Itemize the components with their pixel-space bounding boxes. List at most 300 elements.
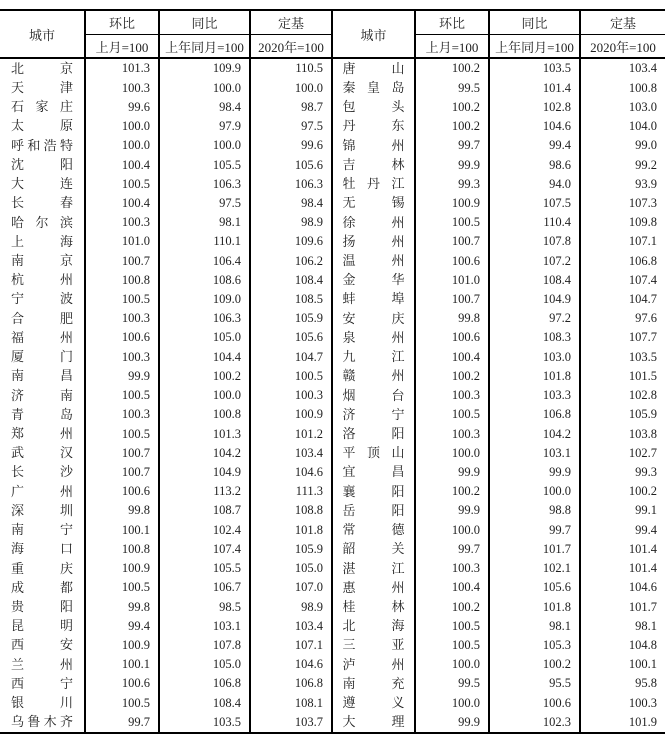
base-value: 100.3 xyxy=(580,693,665,712)
base-value: 97.5 xyxy=(250,117,332,136)
mom-value: 100.5 xyxy=(85,290,159,309)
mom-value: 100.5 xyxy=(415,213,489,232)
mom-value: 100.0 xyxy=(85,136,159,155)
subheader-mom-right: 上月=100 xyxy=(415,35,489,59)
city-name: 长 春 xyxy=(11,195,73,211)
mom-value: 100.3 xyxy=(415,559,489,578)
city-name: 大 理 xyxy=(332,712,415,732)
mom-value: 100.5 xyxy=(415,616,489,635)
base-value: 104.7 xyxy=(580,290,665,309)
city-name: 岳 阳 xyxy=(332,501,415,520)
base-value: 103.4 xyxy=(250,616,332,635)
yoy-value: 103.5 xyxy=(489,58,580,78)
header-fixed-base-left: 定基 xyxy=(250,10,332,35)
yoy-value: 107.8 xyxy=(159,636,250,655)
city-name: 贵 阳 xyxy=(11,598,73,614)
base-value: 101.2 xyxy=(250,424,332,443)
mom-value: 100.6 xyxy=(85,328,159,347)
yoy-value: 106.8 xyxy=(489,405,580,424)
base-value: 106.3 xyxy=(250,174,332,193)
city-name: 包 头 xyxy=(332,97,415,116)
table-row xyxy=(0,367,665,386)
base-value: 98.7 xyxy=(250,97,332,116)
city-name: 成 都 xyxy=(11,579,73,595)
header-mom-right: 环比 xyxy=(415,10,489,35)
yoy-value: 94.0 xyxy=(489,174,580,193)
yoy-value: 105.0 xyxy=(159,328,250,347)
yoy-value: 100.0 xyxy=(159,386,250,405)
yoy-value: 107.4 xyxy=(159,539,250,558)
base-value: 104.7 xyxy=(250,347,332,366)
city-name: 银 川 xyxy=(11,695,73,711)
yoy-value: 99.9 xyxy=(489,463,580,482)
city-name: 襄 阳 xyxy=(332,482,415,501)
base-value: 104.8 xyxy=(580,636,665,655)
header-city-right: 城市 xyxy=(332,10,415,58)
mom-value: 99.7 xyxy=(415,136,489,155)
yoy-value: 106.3 xyxy=(159,174,250,193)
mom-value: 101.3 xyxy=(85,58,159,78)
base-value: 105.9 xyxy=(250,309,332,328)
city-name: 大 连 xyxy=(11,176,73,192)
base-value: 105.6 xyxy=(250,155,332,174)
mom-value: 100.4 xyxy=(85,194,159,213)
yoy-value: 105.0 xyxy=(159,655,250,674)
yoy-value: 102.3 xyxy=(489,712,580,732)
price-index-table xyxy=(0,9,665,734)
table-row xyxy=(0,539,665,558)
yoy-value: 101.8 xyxy=(489,367,580,386)
city-name: 九 江 xyxy=(332,347,415,366)
base-value: 103.5 xyxy=(580,347,665,366)
base-value: 100.8 xyxy=(580,78,665,97)
city-name: 郑 州 xyxy=(11,425,73,441)
table-row xyxy=(0,194,665,213)
base-value: 100.2 xyxy=(580,482,665,501)
yoy-value: 108.6 xyxy=(159,270,250,289)
city-name: 南 昌 xyxy=(11,368,73,384)
table-row xyxy=(0,270,665,289)
yoy-value: 99.7 xyxy=(489,520,580,539)
mom-value: 100.3 xyxy=(85,347,159,366)
mom-value: 100.3 xyxy=(85,405,159,424)
table-row xyxy=(0,386,665,405)
mom-value: 100.2 xyxy=(415,97,489,116)
mom-value: 100.7 xyxy=(85,443,159,462)
yoy-value: 97.2 xyxy=(489,309,580,328)
mom-value: 100.3 xyxy=(85,309,159,328)
mom-value: 99.9 xyxy=(415,155,489,174)
base-value: 103.0 xyxy=(580,97,665,116)
base-value: 103.7 xyxy=(250,712,332,732)
base-value: 97.6 xyxy=(580,309,665,328)
mom-value: 100.5 xyxy=(85,174,159,193)
city-name: 三 亚 xyxy=(332,636,415,655)
city-name: 桂 林 xyxy=(332,597,415,616)
subheader-yoy-right: 上年同月=100 xyxy=(489,35,580,59)
base-value: 102.8 xyxy=(580,386,665,405)
base-value: 105.9 xyxy=(250,539,332,558)
yoy-value: 113.2 xyxy=(159,482,250,501)
base-value: 107.1 xyxy=(250,636,332,655)
table-row xyxy=(0,597,665,616)
base-value: 107.1 xyxy=(580,232,665,251)
mom-value: 100.1 xyxy=(85,520,159,539)
subheader-mom-left: 上月=100 xyxy=(85,35,159,59)
mom-value: 99.9 xyxy=(415,501,489,520)
mom-value: 100.5 xyxy=(415,636,489,655)
table-row xyxy=(0,97,665,116)
base-value: 100.0 xyxy=(250,78,332,97)
yoy-value: 107.8 xyxy=(489,232,580,251)
yoy-value: 107.5 xyxy=(489,194,580,213)
yoy-value: 104.2 xyxy=(489,424,580,443)
city-name: 合 肥 xyxy=(11,310,73,326)
table-row xyxy=(0,443,665,462)
table-row xyxy=(0,78,665,97)
yoy-value: 108.4 xyxy=(489,270,580,289)
yoy-value: 106.8 xyxy=(159,674,250,693)
base-value: 101.7 xyxy=(580,597,665,616)
table-row xyxy=(0,693,665,712)
mom-value: 99.9 xyxy=(415,712,489,732)
base-value: 108.5 xyxy=(250,290,332,309)
base-value: 99.1 xyxy=(580,501,665,520)
table-row xyxy=(0,501,665,520)
table-row xyxy=(0,636,665,655)
yoy-value: 98.6 xyxy=(489,155,580,174)
base-value: 99.0 xyxy=(580,136,665,155)
yoy-value: 103.1 xyxy=(159,616,250,635)
base-value: 101.4 xyxy=(580,539,665,558)
mom-value: 100.5 xyxy=(415,405,489,424)
yoy-value: 108.4 xyxy=(159,693,250,712)
base-value: 99.2 xyxy=(580,155,665,174)
table-row xyxy=(0,290,665,309)
city-name: 湛 江 xyxy=(332,559,415,578)
subheader-yoy-left: 上年同月=100 xyxy=(159,35,250,59)
mom-value: 100.9 xyxy=(85,636,159,655)
mom-value: 100.2 xyxy=(415,117,489,136)
yoy-value: 104.4 xyxy=(159,347,250,366)
base-value: 98.9 xyxy=(250,597,332,616)
city-name: 遵 义 xyxy=(332,693,415,712)
table-row xyxy=(0,482,665,501)
yoy-value: 103.0 xyxy=(489,347,580,366)
base-value: 109.8 xyxy=(580,213,665,232)
city-name: 天 津 xyxy=(11,80,73,96)
mom-value: 99.9 xyxy=(415,463,489,482)
base-value: 100.3 xyxy=(250,386,332,405)
city-name: 洛 阳 xyxy=(332,424,415,443)
city-name: 杭 州 xyxy=(11,272,73,288)
city-name: 泉 州 xyxy=(332,328,415,347)
city-name: 吉 林 xyxy=(332,155,415,174)
header-yoy-left: 同比 xyxy=(159,10,250,35)
yoy-value: 105.5 xyxy=(159,559,250,578)
mom-value: 100.5 xyxy=(85,386,159,405)
base-value: 98.1 xyxy=(580,616,665,635)
mom-value: 100.6 xyxy=(415,251,489,270)
mom-value: 100.5 xyxy=(85,424,159,443)
yoy-value: 97.5 xyxy=(159,194,250,213)
subheader-fixed-base-right: 2020年=100 xyxy=(580,35,665,59)
city-name: 惠 州 xyxy=(332,578,415,597)
yoy-value: 103.5 xyxy=(159,712,250,732)
base-value: 104.0 xyxy=(580,117,665,136)
city-name: 唐 山 xyxy=(332,58,415,78)
yoy-value: 100.0 xyxy=(159,136,250,155)
city-name: 海 口 xyxy=(11,541,73,557)
yoy-value: 97.9 xyxy=(159,117,250,136)
city-name: 北 海 xyxy=(332,616,415,635)
city-name: 平 顶 山 xyxy=(332,443,415,462)
mom-value: 100.2 xyxy=(415,482,489,501)
city-name: 重 庆 xyxy=(11,560,73,576)
city-name: 深 圳 xyxy=(11,502,73,518)
city-name: 西 安 xyxy=(11,637,73,653)
base-value: 106.8 xyxy=(250,674,332,693)
base-value: 99.6 xyxy=(250,136,332,155)
mom-value: 99.8 xyxy=(85,597,159,616)
table-row xyxy=(0,328,665,347)
city-name: 西 宁 xyxy=(11,675,73,691)
base-value: 101.5 xyxy=(580,367,665,386)
yoy-value: 105.5 xyxy=(159,155,250,174)
city-name: 济 南 xyxy=(11,387,73,403)
city-name: 广 州 xyxy=(11,483,73,499)
mom-value: 100.2 xyxy=(415,58,489,78)
city-name: 南 宁 xyxy=(11,522,73,538)
mom-value: 100.6 xyxy=(415,328,489,347)
yoy-value: 101.8 xyxy=(489,597,580,616)
city-name: 韶 关 xyxy=(332,539,415,558)
city-name: 锦 州 xyxy=(332,136,415,155)
city-name: 太 原 xyxy=(11,118,73,134)
city-name: 福 州 xyxy=(11,329,73,345)
base-value: 101.8 xyxy=(250,520,332,539)
table-row xyxy=(0,232,665,251)
base-value: 99.4 xyxy=(580,520,665,539)
city-name: 厦 门 xyxy=(11,349,73,365)
base-value: 103.4 xyxy=(250,443,332,462)
mom-value: 99.5 xyxy=(415,674,489,693)
yoy-value: 100.6 xyxy=(489,693,580,712)
base-value: 100.5 xyxy=(250,367,332,386)
mom-value: 100.3 xyxy=(85,78,159,97)
yoy-value: 104.9 xyxy=(489,290,580,309)
city-name: 长 沙 xyxy=(11,464,73,480)
base-value: 110.5 xyxy=(250,58,332,78)
table-row xyxy=(0,251,665,270)
mom-value: 100.6 xyxy=(85,482,159,501)
table-row xyxy=(0,520,665,539)
city-name: 北 京 xyxy=(11,60,73,76)
city-name: 泸 州 xyxy=(332,655,415,674)
city-name: 济 宁 xyxy=(332,405,415,424)
base-value: 105.0 xyxy=(250,559,332,578)
city-name: 宜 昌 xyxy=(332,463,415,482)
base-value: 104.6 xyxy=(250,655,332,674)
mom-value: 100.0 xyxy=(415,443,489,462)
yoy-value: 100.0 xyxy=(159,78,250,97)
mom-value: 100.8 xyxy=(85,539,159,558)
yoy-value: 106.7 xyxy=(159,578,250,597)
base-value: 107.0 xyxy=(250,578,332,597)
mom-value: 101.0 xyxy=(415,270,489,289)
base-value: 99.3 xyxy=(580,463,665,482)
mom-value: 100.3 xyxy=(415,386,489,405)
base-value: 101.9 xyxy=(580,712,665,732)
yoy-value: 109.9 xyxy=(159,58,250,78)
city-name: 扬 州 xyxy=(332,232,415,251)
city-name: 无 锡 xyxy=(332,194,415,213)
base-value: 107.3 xyxy=(580,194,665,213)
city-name: 金 华 xyxy=(332,270,415,289)
table-row xyxy=(0,559,665,578)
yoy-value: 104.2 xyxy=(159,443,250,462)
yoy-value: 102.8 xyxy=(489,97,580,116)
mom-value: 100.0 xyxy=(415,655,489,674)
yoy-value: 105.6 xyxy=(489,578,580,597)
yoy-value: 107.2 xyxy=(489,251,580,270)
table-row xyxy=(0,213,665,232)
base-value: 108.4 xyxy=(250,270,332,289)
mom-value: 100.7 xyxy=(85,463,159,482)
mom-value: 100.7 xyxy=(415,232,489,251)
city-name: 徐 州 xyxy=(332,213,415,232)
base-value: 95.8 xyxy=(580,674,665,693)
city-name: 赣 州 xyxy=(332,367,415,386)
header-fixed-base-right: 定基 xyxy=(580,10,665,35)
mom-value: 100.7 xyxy=(85,251,159,270)
yoy-value: 102.1 xyxy=(489,559,580,578)
yoy-value: 105.3 xyxy=(489,636,580,655)
mom-value: 100.7 xyxy=(415,290,489,309)
base-value: 104.6 xyxy=(250,463,332,482)
city-name: 石 家 庄 xyxy=(11,99,73,115)
base-value: 111.3 xyxy=(250,482,332,501)
base-value: 98.9 xyxy=(250,213,332,232)
yoy-value: 98.8 xyxy=(489,501,580,520)
yoy-value: 110.1 xyxy=(159,232,250,251)
yoy-value: 101.4 xyxy=(489,78,580,97)
city-name: 宁 波 xyxy=(11,291,73,307)
base-value: 106.2 xyxy=(250,251,332,270)
yoy-value: 108.7 xyxy=(159,501,250,520)
table-row xyxy=(0,347,665,366)
base-value: 103.8 xyxy=(580,424,665,443)
table-header xyxy=(0,10,665,58)
base-value: 106.8 xyxy=(580,251,665,270)
table-row xyxy=(0,309,665,328)
yoy-value: 103.1 xyxy=(489,443,580,462)
base-value: 104.6 xyxy=(580,578,665,597)
city-name: 南 京 xyxy=(11,253,73,268)
table-row xyxy=(0,117,665,136)
city-name: 武 汉 xyxy=(11,445,73,461)
mom-value: 100.9 xyxy=(85,559,159,578)
yoy-value: 101.3 xyxy=(159,424,250,443)
mom-value: 99.3 xyxy=(415,174,489,193)
yoy-value: 102.4 xyxy=(159,520,250,539)
yoy-value: 103.3 xyxy=(489,386,580,405)
base-value: 101.4 xyxy=(580,559,665,578)
base-value: 108.1 xyxy=(250,693,332,712)
mom-value: 100.3 xyxy=(85,213,159,232)
table-body xyxy=(0,58,665,733)
table-row xyxy=(0,424,665,443)
mom-value: 100.4 xyxy=(415,347,489,366)
table-row xyxy=(0,174,665,193)
city-name: 沈 阳 xyxy=(11,156,73,172)
yoy-value: 98.4 xyxy=(159,97,250,116)
yoy-value: 98.1 xyxy=(159,213,250,232)
mom-value: 100.5 xyxy=(85,693,159,712)
mom-value: 100.2 xyxy=(415,597,489,616)
city-name: 蚌 埠 xyxy=(332,290,415,309)
base-value: 100.9 xyxy=(250,405,332,424)
mom-value: 99.7 xyxy=(85,712,159,732)
base-value: 109.6 xyxy=(250,232,332,251)
yoy-value: 108.3 xyxy=(489,328,580,347)
mom-value: 100.4 xyxy=(85,155,159,174)
city-name: 呼 和 浩 特 xyxy=(11,137,73,153)
table-row xyxy=(0,405,665,424)
city-name: 青 岛 xyxy=(11,406,73,422)
base-value: 98.4 xyxy=(250,194,332,213)
city-name: 乌 鲁 木 齐 xyxy=(11,714,73,730)
header-city-left: 城市 xyxy=(0,10,85,58)
yoy-value: 100.0 xyxy=(489,482,580,501)
table-row xyxy=(0,463,665,482)
city-name: 哈 尔 滨 xyxy=(11,214,73,230)
yoy-value: 98.1 xyxy=(489,616,580,635)
mom-value: 99.5 xyxy=(415,78,489,97)
table-row xyxy=(0,155,665,174)
mom-value: 100.0 xyxy=(415,520,489,539)
yoy-value: 104.6 xyxy=(489,117,580,136)
table-row xyxy=(0,655,665,674)
mom-value: 100.2 xyxy=(415,367,489,386)
city-name: 上 海 xyxy=(11,233,73,249)
mom-value: 100.9 xyxy=(415,194,489,213)
base-value: 105.9 xyxy=(580,405,665,424)
mom-value: 100.4 xyxy=(415,578,489,597)
base-value: 102.7 xyxy=(580,443,665,462)
yoy-value: 100.8 xyxy=(159,405,250,424)
mom-value: 100.6 xyxy=(85,674,159,693)
mom-value: 99.6 xyxy=(85,97,159,116)
city-name: 牡 丹 江 xyxy=(332,174,415,193)
mom-value: 100.5 xyxy=(85,578,159,597)
city-name: 南 充 xyxy=(332,674,415,693)
table-row xyxy=(0,616,665,635)
yoy-value: 104.9 xyxy=(159,463,250,482)
mom-value: 101.0 xyxy=(85,232,159,251)
base-value: 107.4 xyxy=(580,270,665,289)
base-value: 93.9 xyxy=(580,174,665,193)
base-value: 105.6 xyxy=(250,328,332,347)
mom-value: 100.0 xyxy=(415,693,489,712)
yoy-value: 101.7 xyxy=(489,539,580,558)
city-name: 常 德 xyxy=(332,520,415,539)
mom-value: 100.0 xyxy=(85,117,159,136)
mom-value: 99.8 xyxy=(85,501,159,520)
yoy-value: 95.5 xyxy=(489,674,580,693)
table-row xyxy=(0,674,665,693)
city-name: 烟 台 xyxy=(332,386,415,405)
